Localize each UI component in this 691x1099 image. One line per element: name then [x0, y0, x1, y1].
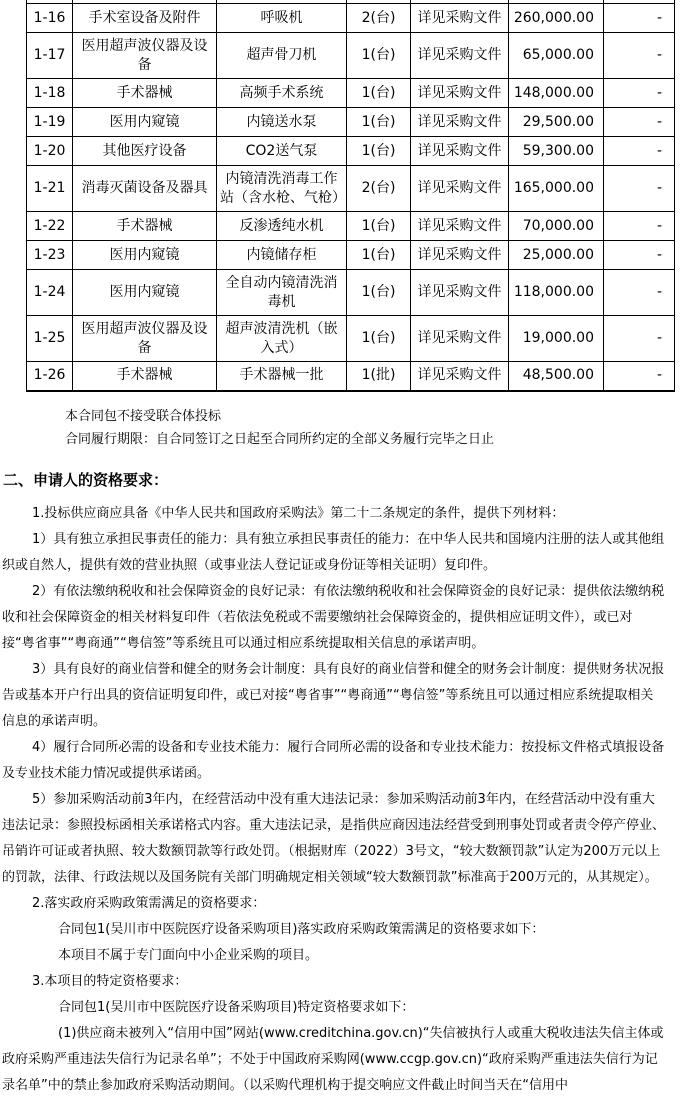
item-remark-cell: - [604, 270, 675, 316]
qualification-paragraph: 2）有依法缴纳税收和社会保障资金的良好记录：有依法缴纳税收和社会保障资金的良好记录：提供依法缴纳税收和社会保障资金的相关材料复印件（若依法免税或不需要缴纳社会保障资金的，提供相应证明文件），或已对接“粤省事”“粤商通”“粤信签”等系统且可以通过相应系统提取相关信息的承诺声明。 [2, 583, 665, 651]
item-category-cell: 手术器械 [73, 212, 217, 241]
table-row [27, 137, 675, 166]
table-row [27, 270, 675, 316]
item-name-cell: 手术器械一批 [217, 362, 347, 391]
item-category-cell: 手术器械 [73, 362, 217, 391]
item-remark-cell: - [604, 137, 675, 166]
item-name-cell: 全自动内镜清洗消毒机 [217, 270, 347, 316]
table-row [27, 362, 675, 391]
item-qty-cell: 1(台) [347, 137, 411, 166]
item-no-cell: 1-20 [27, 137, 73, 166]
item-remark-cell: - [604, 108, 675, 137]
item-detail-cell: 详见采购文件 [411, 212, 509, 241]
item-remark-cell: - [604, 362, 675, 391]
item-price-cell: 260,000.00 [509, 4, 604, 33]
item-price-cell: 70,000.00 [509, 212, 604, 241]
item-price-cell: 65,000.00 [509, 33, 604, 79]
item-qty-cell: 2(台) [347, 4, 411, 33]
item-category-cell: 消毒灭菌设备及器具 [73, 166, 217, 212]
item-remark-cell: - [604, 4, 675, 33]
item-name-cell: 内镜储存柜 [217, 241, 347, 270]
qualification-paragraph: 4）履行合同所必需的设备和专业技术能力：履行合同所必需的设备和专业技术能力：按投标文件格式填报设备及专业技术能力情况或提供承诺函。 [2, 739, 665, 781]
qualifications-section-heading: 二、申请人的资格要求： [3, 470, 169, 489]
item-qty-cell: 1(台) [347, 33, 411, 79]
item-no-cell: 1-26 [27, 362, 73, 391]
item-remark-cell: - [604, 166, 675, 212]
item-detail-cell: 详见采购文件 [411, 270, 509, 316]
item-detail-cell: 详见采购文件 [411, 4, 509, 33]
item-detail-cell: 详见采购文件 [411, 241, 509, 270]
item-category-cell: 其他医疗设备 [73, 137, 217, 166]
item-no-cell: 1-19 [27, 108, 73, 137]
qualification-paragraph: 2.落实政府采购政策需满足的资格要求： [32, 895, 266, 911]
item-price-cell: 25,000.00 [509, 241, 604, 270]
item-qty-cell: 1(台) [347, 108, 411, 137]
item-name-cell: 超声骨刀机 [217, 33, 347, 79]
item-category-cell: 手术室设备及附件 [73, 4, 217, 33]
item-remark-cell: - [604, 79, 675, 108]
item-qty-cell: 1(台) [347, 241, 411, 270]
item-qty-cell: 1(台) [347, 79, 411, 108]
item-no-cell: 1-25 [27, 316, 73, 362]
item-remark-cell: - [604, 33, 675, 79]
item-detail-cell: 详见采购文件 [411, 316, 509, 362]
qualification-paragraph: 3）具有良好的商业信誉和健全的财务会计制度：具有良好的商业信誉和健全的财务会计制度：提供财务状况报告或基本开户行出具的资信证明复印件，或已对接“粤省事”“粤商通”“粤信签”等系统且可以通过相应系统提取相关信息的承诺声明。 [2, 661, 665, 729]
item-name-cell: 高频手术系统 [217, 79, 347, 108]
item-detail-cell: 详见采购文件 [411, 166, 509, 212]
qualification-paragraph: 合同包1(吴川市中医院医疗设备采购项目)特定资格要求如下： [58, 999, 415, 1015]
item-price-cell: 48,500.00 [509, 362, 604, 391]
item-remark-cell: - [604, 241, 675, 270]
qualification-paragraph: 合同包1(吴川市中医院医疗设备采购项目)落实政府采购政策需满足的资格要求如下： [58, 921, 545, 937]
qualification-paragraph: 1.投标供应商应具备《中华人民共和国政府采购法》第二十二条规定的条件，提供下列材料： [32, 505, 565, 521]
item-name-cell: CO2送气泵 [217, 137, 347, 166]
item-price-cell: 29,500.00 [509, 108, 604, 137]
item-no-cell: 1-16 [27, 4, 73, 33]
item-qty-cell: 1(台) [347, 212, 411, 241]
item-category-cell: 医用内窥镜 [73, 241, 217, 270]
item-no-cell: 1-22 [27, 212, 73, 241]
table-row [27, 316, 675, 362]
item-detail-cell: 详见采购文件 [411, 79, 509, 108]
table-row [27, 33, 675, 79]
table-row [27, 212, 675, 241]
qualification-paragraph: (1)供应商未被列入“信用中国”网站(www.creditchina.gov.cn)“失信被执行人或重大税收违法失信主体或政府采购严重违法失信行为记录名单”；不处于中国政府采购网(www.ccgp.gov.cn)“政府采购严重违法失信行为记录名单”中的禁止参加政府采购活动期间。（以采购代理机构于提交响应文件截止时间当天在“信用中 [2, 1025, 664, 1093]
note-no-consortium: 本合同包不接受联合体投标 [65, 408, 222, 424]
item-name-cell: 内镜清洗消毒工作站（含水枪、气枪） [217, 166, 347, 212]
contract-notes [65, 405, 691, 451]
qualification-paragraph: 3.本项目的特定资格要求： [32, 973, 188, 989]
item-category-cell: 医用超声波仪器及设备 [73, 33, 217, 79]
table-row [27, 166, 675, 212]
item-category-cell: 医用超声波仪器及设备 [73, 316, 217, 362]
item-no-cell: 1-23 [27, 241, 73, 270]
item-qty-cell: 1(批) [347, 362, 411, 391]
item-no-cell: 1-17 [27, 33, 73, 79]
qualification-paragraph: 5）参加采购活动前3年内，在经营活动中没有重大违法记录：参加采购活动前3年内，在经营活动中没有重大违法记录：参照投标函相关承诺格式内容。重大违法记录，是指供应商因违法经营受到刑事处罚或者责令停产停业、吊销许可证或者执照、较大数额罚款等行政处罚。（根据财库（2022）3号文，“较大数额罚款”认定为200万元以上的罚款，法律、行政法规以及国务院有关部门明确规定相关领域“较大数额罚款”标准高于200万元的，从其规定）。 [2, 791, 666, 885]
item-price-cell: 19,000.00 [509, 316, 604, 362]
item-no-cell: 1-18 [27, 79, 73, 108]
table-row [27, 4, 675, 33]
item-name-cell: 反渗透纯水机 [217, 212, 347, 241]
note-contract-period: 合同履行期限：自合同签订之日起至合同所约定的全部义务履行完毕之日止 [65, 431, 495, 447]
item-remark-cell: - [604, 212, 675, 241]
item-name-cell: 呼吸机 [217, 4, 347, 33]
item-remark-cell: - [604, 316, 675, 362]
item-detail-cell: 详见采购文件 [411, 33, 509, 79]
item-category-cell: 医用内窥镜 [73, 108, 217, 137]
item-price-cell: 165,000.00 [509, 166, 604, 212]
item-name-cell: 内镜送水泵 [217, 108, 347, 137]
item-category-cell: 手术器械 [73, 79, 217, 108]
table-row [27, 241, 675, 270]
qualification-paragraph: 1）具有独立承担民事责任的能力：具有独立承担民事责任的能力：在中华人民共和国境内注册的法人或其他组织或自然人，提供有效的营业执照（或事业法人登记证或身份证等相关证明）复印件。 [2, 531, 665, 573]
item-qty-cell: 1(台) [347, 316, 411, 362]
qualifications-body [2, 501, 665, 1099]
qualification-paragraph: 本项目不属于专门面向中小企业采购的项目。 [58, 947, 319, 963]
item-detail-cell: 详见采购文件 [411, 362, 509, 391]
table-row [27, 79, 675, 108]
item-no-cell: 1-24 [27, 270, 73, 316]
item-price-cell: 118,000.00 [509, 270, 604, 316]
item-category-cell: 医用内窥镜 [73, 270, 217, 316]
procurement-items-table [26, 0, 675, 392]
item-no-cell: 1-21 [27, 166, 73, 212]
table-row [27, 108, 675, 137]
item-qty-cell: 1(台) [347, 270, 411, 316]
item-qty-cell: 2(台) [347, 166, 411, 212]
item-detail-cell: 详见采购文件 [411, 108, 509, 137]
item-name-cell: 超声波清洗机（嵌入式） [217, 316, 347, 362]
item-price-cell: 59,300.00 [509, 137, 604, 166]
item-price-cell: 148,000.00 [509, 79, 604, 108]
item-detail-cell: 详见采购文件 [411, 137, 509, 166]
